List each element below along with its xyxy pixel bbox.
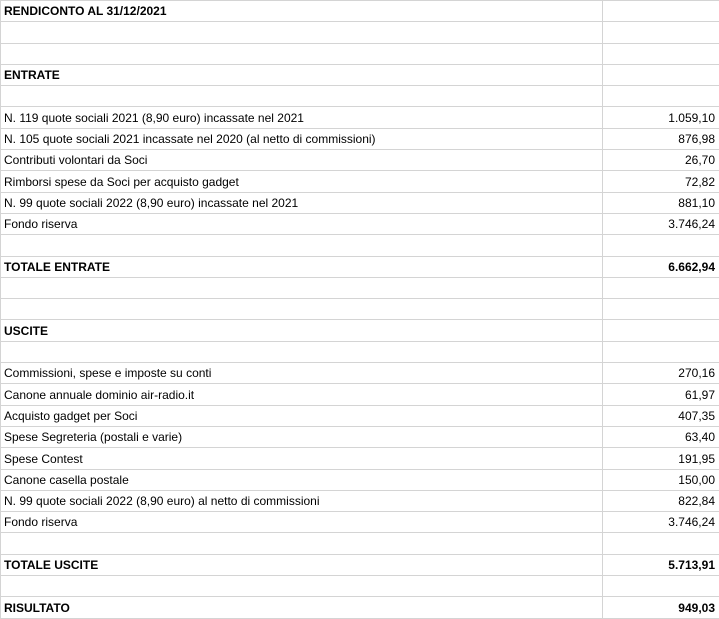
uscita-value[interactable]: 822,84 bbox=[603, 490, 719, 511]
entrata-label[interactable]: N. 99 quote sociali 2022 (8,90 euro) incassate nel 2021 bbox=[1, 192, 603, 213]
table-row bbox=[1, 384, 719, 405]
empty-cell[interactable] bbox=[603, 64, 719, 85]
section-header-row bbox=[1, 320, 719, 341]
empty-cell[interactable] bbox=[603, 320, 719, 341]
totale-entrate-value[interactable]: 6.662,94 bbox=[603, 256, 719, 277]
uscita-value[interactable]: 407,35 bbox=[603, 405, 719, 426]
entrata-label[interactable]: Rimborsi spese da Soci per acquisto gadget bbox=[1, 171, 603, 192]
empty-cell[interactable] bbox=[603, 22, 719, 43]
entrata-value[interactable]: 26,70 bbox=[603, 150, 719, 171]
entrata-value[interactable]: 3.746,24 bbox=[603, 213, 719, 234]
section-header-row bbox=[1, 64, 719, 85]
empty-cell[interactable] bbox=[1, 341, 603, 362]
empty-cell[interactable] bbox=[1, 299, 603, 320]
table-row bbox=[1, 405, 719, 426]
table-row bbox=[1, 107, 719, 128]
empty-cell[interactable] bbox=[603, 86, 719, 107]
empty-row bbox=[1, 86, 719, 107]
entrata-value[interactable]: 876,98 bbox=[603, 128, 719, 149]
totale-uscite-value[interactable]: 5.713,91 bbox=[603, 554, 719, 575]
totale-entrate-label[interactable]: TOTALE ENTRATE bbox=[1, 256, 603, 277]
empty-cell[interactable] bbox=[603, 1, 719, 22]
empty-cell[interactable] bbox=[1, 43, 603, 64]
table-row bbox=[1, 363, 719, 384]
uscite-heading[interactable]: USCITE bbox=[1, 320, 603, 341]
uscita-label[interactable]: Fondo riserva bbox=[1, 512, 603, 533]
empty-cell[interactable] bbox=[603, 341, 719, 362]
empty-row bbox=[1, 299, 719, 320]
empty-cell[interactable] bbox=[603, 576, 719, 597]
empty-row bbox=[1, 576, 719, 597]
empty-cell[interactable] bbox=[1, 576, 603, 597]
report-title[interactable]: RENDICONTO AL 31/12/2021 bbox=[1, 1, 603, 22]
uscita-label[interactable]: Canone annuale dominio air-radio.it bbox=[1, 384, 603, 405]
empty-cell[interactable] bbox=[1, 235, 603, 256]
table-row bbox=[1, 128, 719, 149]
empty-cell[interactable] bbox=[603, 533, 719, 554]
entrata-label[interactable]: Fondo riserva bbox=[1, 213, 603, 234]
table-row bbox=[1, 512, 719, 533]
uscita-label[interactable]: Acquisto gadget per Soci bbox=[1, 405, 603, 426]
empty-row bbox=[1, 277, 719, 298]
uscita-value[interactable]: 3.746,24 bbox=[603, 512, 719, 533]
title-row bbox=[1, 1, 719, 22]
table-row bbox=[1, 171, 719, 192]
totale-uscite-label[interactable]: TOTALE USCITE bbox=[1, 554, 603, 575]
empty-cell[interactable] bbox=[1, 86, 603, 107]
uscita-label[interactable]: Canone casella postale bbox=[1, 469, 603, 490]
empty-cell[interactable] bbox=[603, 43, 719, 64]
empty-row bbox=[1, 533, 719, 554]
uscita-value[interactable]: 270,16 bbox=[603, 363, 719, 384]
uscita-value[interactable]: 63,40 bbox=[603, 426, 719, 447]
uscita-value[interactable]: 191,95 bbox=[603, 448, 719, 469]
table-row bbox=[1, 426, 719, 447]
total-row bbox=[1, 554, 719, 575]
table-row bbox=[1, 469, 719, 490]
table-row bbox=[1, 213, 719, 234]
entrata-value[interactable]: 72,82 bbox=[603, 171, 719, 192]
risultato-label[interactable]: RISULTATO bbox=[1, 597, 603, 618]
uscita-value[interactable]: 61,97 bbox=[603, 384, 719, 405]
risultato-value[interactable]: 949,03 bbox=[603, 597, 719, 618]
uscita-value[interactable]: 150,00 bbox=[603, 469, 719, 490]
result-row bbox=[1, 597, 719, 618]
empty-row bbox=[1, 43, 719, 64]
entrata-label[interactable]: N. 119 quote sociali 2021 (8,90 euro) incassate nel 2021 bbox=[1, 107, 603, 128]
empty-row bbox=[1, 22, 719, 43]
entrata-label[interactable]: N. 105 quote sociali 2021 incassate nel 2020 (al netto di commissioni) bbox=[1, 128, 603, 149]
empty-cell[interactable] bbox=[1, 533, 603, 554]
total-row bbox=[1, 256, 719, 277]
empty-cell[interactable] bbox=[1, 22, 603, 43]
empty-cell[interactable] bbox=[603, 299, 719, 320]
table-row bbox=[1, 150, 719, 171]
entrata-value[interactable]: 881,10 bbox=[603, 192, 719, 213]
table-row bbox=[1, 448, 719, 469]
empty-row bbox=[1, 341, 719, 362]
uscita-label[interactable]: Spese Contest bbox=[1, 448, 603, 469]
entrata-label[interactable]: Contributi volontari da Soci bbox=[1, 150, 603, 171]
table-row bbox=[1, 490, 719, 511]
uscita-label[interactable]: Commissioni, spese e imposte su conti bbox=[1, 363, 603, 384]
empty-cell[interactable] bbox=[603, 277, 719, 298]
empty-cell[interactable] bbox=[1, 277, 603, 298]
table-row bbox=[1, 192, 719, 213]
entrata-value[interactable]: 1.059,10 bbox=[603, 107, 719, 128]
entrate-heading[interactable]: ENTRATE bbox=[1, 64, 603, 85]
empty-cell[interactable] bbox=[603, 235, 719, 256]
uscita-label[interactable]: N. 99 quote sociali 2022 (8,90 euro) al netto di commissioni bbox=[1, 490, 603, 511]
uscita-label[interactable]: Spese Segreteria (postali e varie) bbox=[1, 426, 603, 447]
empty-row bbox=[1, 235, 719, 256]
